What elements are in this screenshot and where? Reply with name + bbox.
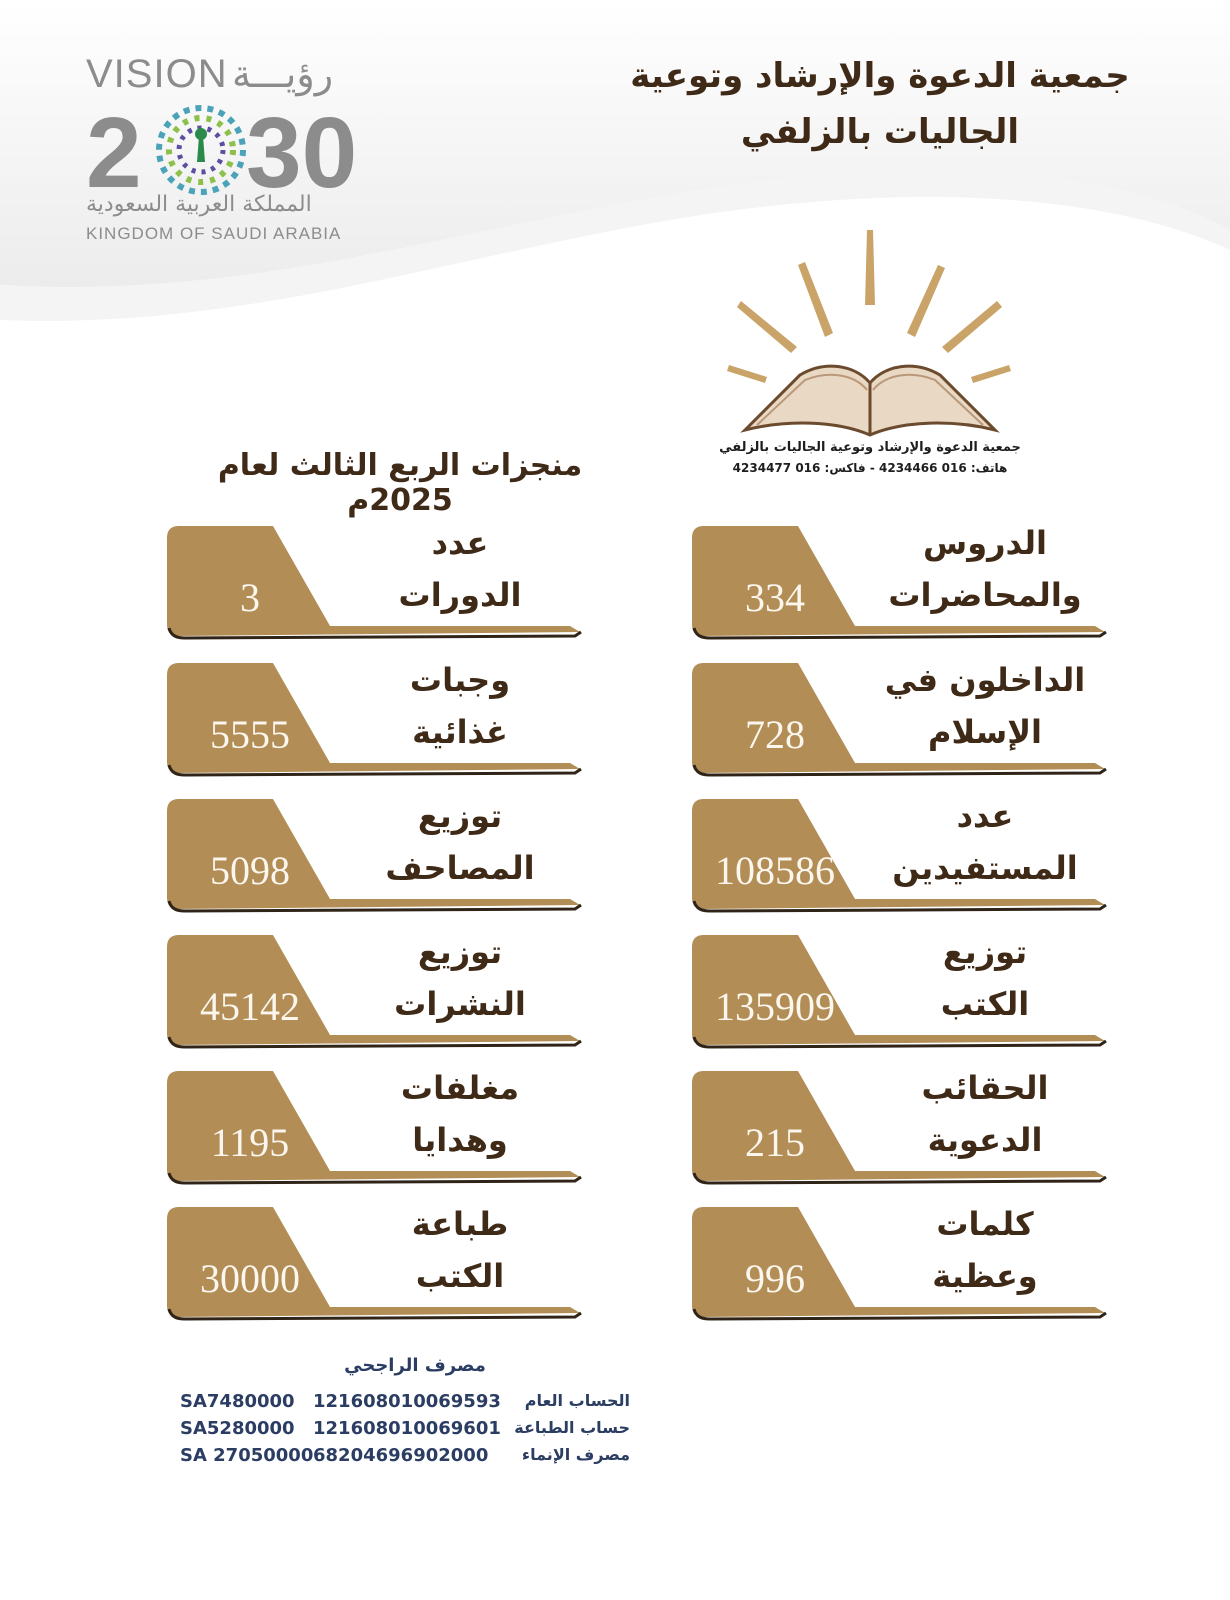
bank-account-name: حساب الطباعة [514, 1418, 630, 1437]
stat-card [690, 929, 1110, 1049]
stat-value: 108586 [715, 848, 835, 893]
bank-iban: SA7480000 [180, 1391, 295, 1412]
bank-title: مصرف الراجحي [344, 1355, 486, 1376]
stat-label-line1: توزيع [417, 933, 503, 971]
stat-card [165, 520, 585, 640]
stat-label-line2: وهدايا [412, 1121, 508, 1159]
stat-card [165, 793, 585, 913]
stat-label-line2: المستفيدين [892, 849, 1078, 887]
svg-text:2: 2 [86, 97, 142, 202]
stat-card [690, 1065, 1110, 1185]
stat-card [165, 657, 585, 777]
bank-iban: SA5280000 [180, 1418, 295, 1439]
stat-label-line2: الدورات [398, 576, 522, 614]
stat-value: 3 [240, 575, 260, 620]
stat-card [690, 520, 1110, 640]
stat-label-line1: الداخلون في [884, 661, 1086, 699]
stat-card [165, 929, 585, 1049]
stat-label-line1: توزيع [942, 933, 1028, 971]
stat-label-line1: عدد [956, 797, 1014, 835]
stat-value: 45142 [200, 984, 300, 1029]
stat-card [165, 1065, 585, 1185]
stat-label-line2: الدعوية [927, 1121, 1043, 1159]
stat-value: 135909 [715, 984, 835, 1029]
stat-label-line1: عدد [431, 524, 489, 562]
bank-account-number: 121608010069593 [313, 1391, 501, 1412]
stat-label-line2: والمحاضرات [888, 576, 1082, 614]
bank-account-number: 68204696902000 [313, 1445, 489, 1466]
stat-value: 215 [745, 1120, 805, 1165]
bank-iban: SA 27050000 [180, 1445, 314, 1466]
stat-card [690, 1201, 1110, 1321]
org-title-line1: جمعية الدعوة والإرشاد وتوعية [630, 56, 1130, 96]
bank-row [175, 1445, 635, 1471]
stat-label-line2: النشرات [394, 985, 526, 1023]
stat-label-line1: مغلفات [400, 1069, 520, 1107]
stat-value: 30000 [200, 1256, 300, 1301]
bank-account-number: 121608010069601 [313, 1418, 501, 1439]
bank-row [175, 1418, 635, 1444]
stat-value: 5098 [210, 848, 290, 893]
stat-label-line2: وعظية [932, 1257, 1038, 1295]
stat-label-line1: وجبات [409, 661, 511, 699]
vision-en-text: VISION [86, 52, 228, 96]
bank-account-name: مصرف الإنماء [521, 1445, 630, 1464]
svg-text:30: 30 [246, 97, 358, 202]
stat-card [165, 1201, 585, 1321]
vision-country-en: KINGDOM OF SAUDI ARABIA [86, 224, 342, 243]
stat-label-line2: المصاحف [385, 849, 535, 887]
stat-label-line2: الكتب [940, 985, 1030, 1023]
vision-2030-emblem [86, 92, 386, 202]
stat-label-line2: غذائية [412, 713, 508, 751]
stat-label-line2: الإسلام [927, 713, 1042, 751]
report-subtitle: منجزات الربع الثالث لعام 2025م [217, 448, 583, 518]
stat-card [690, 657, 1110, 777]
logo-org-name: جمعية الدعوة والإرشاد وتوعية الجاليات بالزلفي [719, 440, 1021, 455]
vision-country-ar: المملكة العربية السعودية [86, 192, 312, 217]
stat-label-line1: الحقائب [921, 1069, 1049, 1107]
org-title-line2: الجاليات بالزلفي [740, 112, 1020, 152]
open-book-icon [705, 225, 1035, 440]
stat-value: 334 [745, 575, 805, 620]
stat-label-line2: الكتب [415, 1257, 505, 1295]
stat-value: 1195 [210, 1120, 290, 1165]
bank-account-name: الحساب العام [524, 1391, 630, 1410]
stat-value: 996 [745, 1256, 805, 1301]
vision-2030-logo [86, 52, 386, 252]
stat-label-line1: الدروس [923, 524, 1047, 562]
organization-title [620, 48, 1140, 160]
stat-card [690, 793, 1110, 913]
stat-label-line1: كلمات [936, 1205, 1034, 1243]
bank-row [175, 1391, 635, 1417]
stat-label-line1: توزيع [417, 797, 503, 835]
logo-contact: هاتف: 016 4234466 - فاكس: 016 4234477 [732, 461, 1008, 475]
stat-value: 5555 [210, 712, 290, 757]
stat-value: 728 [745, 712, 805, 757]
vision-ar-text: رؤيـــة [232, 52, 334, 96]
stat-label-line1: طباعة [411, 1205, 509, 1243]
association-logo [705, 225, 1035, 490]
